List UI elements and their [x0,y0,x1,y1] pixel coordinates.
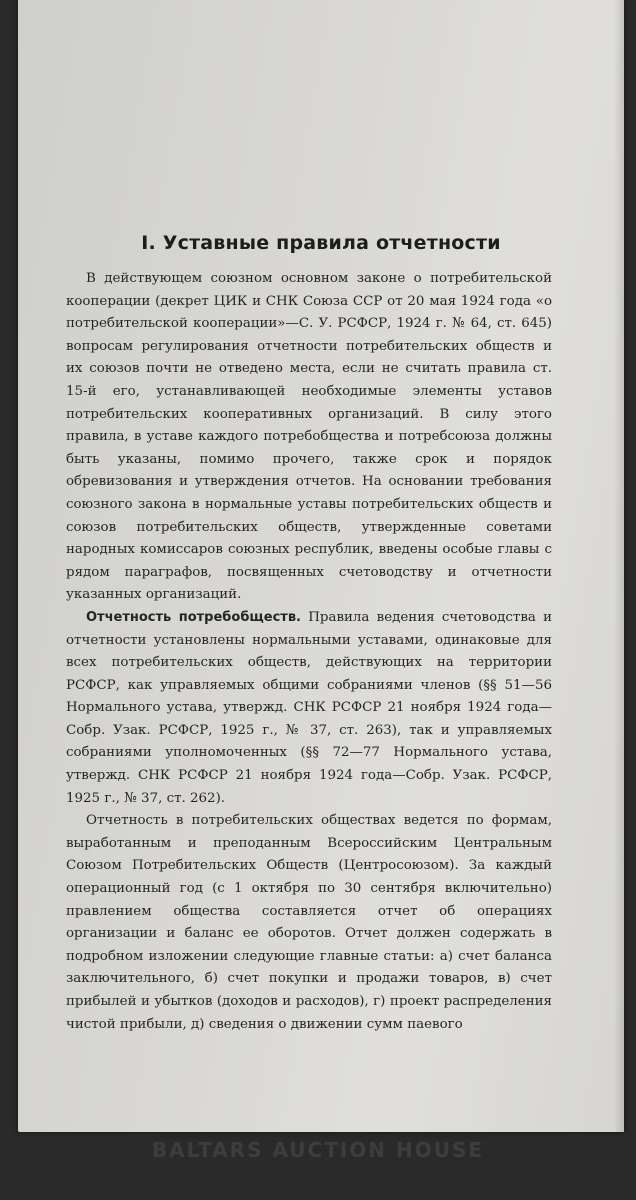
paragraph-reporting-forms: Отчетность в потребительских обществах ведется по формам, выработанным и преподанным Всероссийским Центральным Союзом Потребительских Обществ (Центросоюзом). За каждый операционный год (с 1 октября по 30 сентября включительно) правлением общества составляется отчет об операциях организации и баланс ее оборотов. Отчет должен содержать в подробном изложении следующие главные статьи: а) счет баланса заключительного, б) счет покупки и продажи товаров, в) счет прибылей и убытков (доходов и расходов), г) проект распределения чистой прибыли, д) сведения о движении сумм паевого [66,813,552,1032]
subheading-reporting: Отчетность потребобществ. [86,609,301,625]
paragraph-reporting-rules [66,607,552,810]
document-page [18,0,624,1132]
document-body [66,268,552,1036]
auction-watermark: BALTARS AUCTION HOUSE [151,1138,485,1162]
paragraph-intro: В действующем союзном основном законе о потребительской кооперации (декрет ЦИК и СНК Союза ССР от 20 мая 1924 года «о потребительской кооперации»—С. У. РСФСР, 1924 г. № 64, ст. 645) вопросам регулирования отчетности потребительских обществ и их союзов почти не отведено места, если не считать правила ст. 15-й его, устанавливающей необходимые элементы уставов потребительских кооперативных организаций. В силу этого правила, в уставе каждого потребобщества и потребсоюза должны быть указаны, помимо прочего, также срок и порядок обревизования и утверждения отчетов. На основании требования союзного закона в нормальные уставы потребительских обществ и союзов потребительских обществ, утвержденные советами народных комиссаров союзных республик, введены особые главы с рядом параграфов, посвященных счетоводству и отчетности указанных организаций. [66,271,552,603]
section-heading: I. Уставные правила отчетности [141,232,501,254]
paragraph-reporting-text: Правила ведения счетоводства и отчетности установлены нормальными уставами, одинаковые для всех потребительских обществ, действующих на территории РСФСР, как управляемых общими собраниями членов (§§ 51—56 Нормального устава, утвержд. СНК РСФСР 21 ноября 1924 года—Собр. Узак. РСФСР, 1925 г., № 37, ст. 263), так и управляемых собраниями уполномоченных (§§ 72—77 Нормального устава, утвержд. СНК РСФСР 21 ноября 1924 года—Собр. Узак. РСФСР, 1925 г., № 37, ст. 262). [66,609,552,806]
